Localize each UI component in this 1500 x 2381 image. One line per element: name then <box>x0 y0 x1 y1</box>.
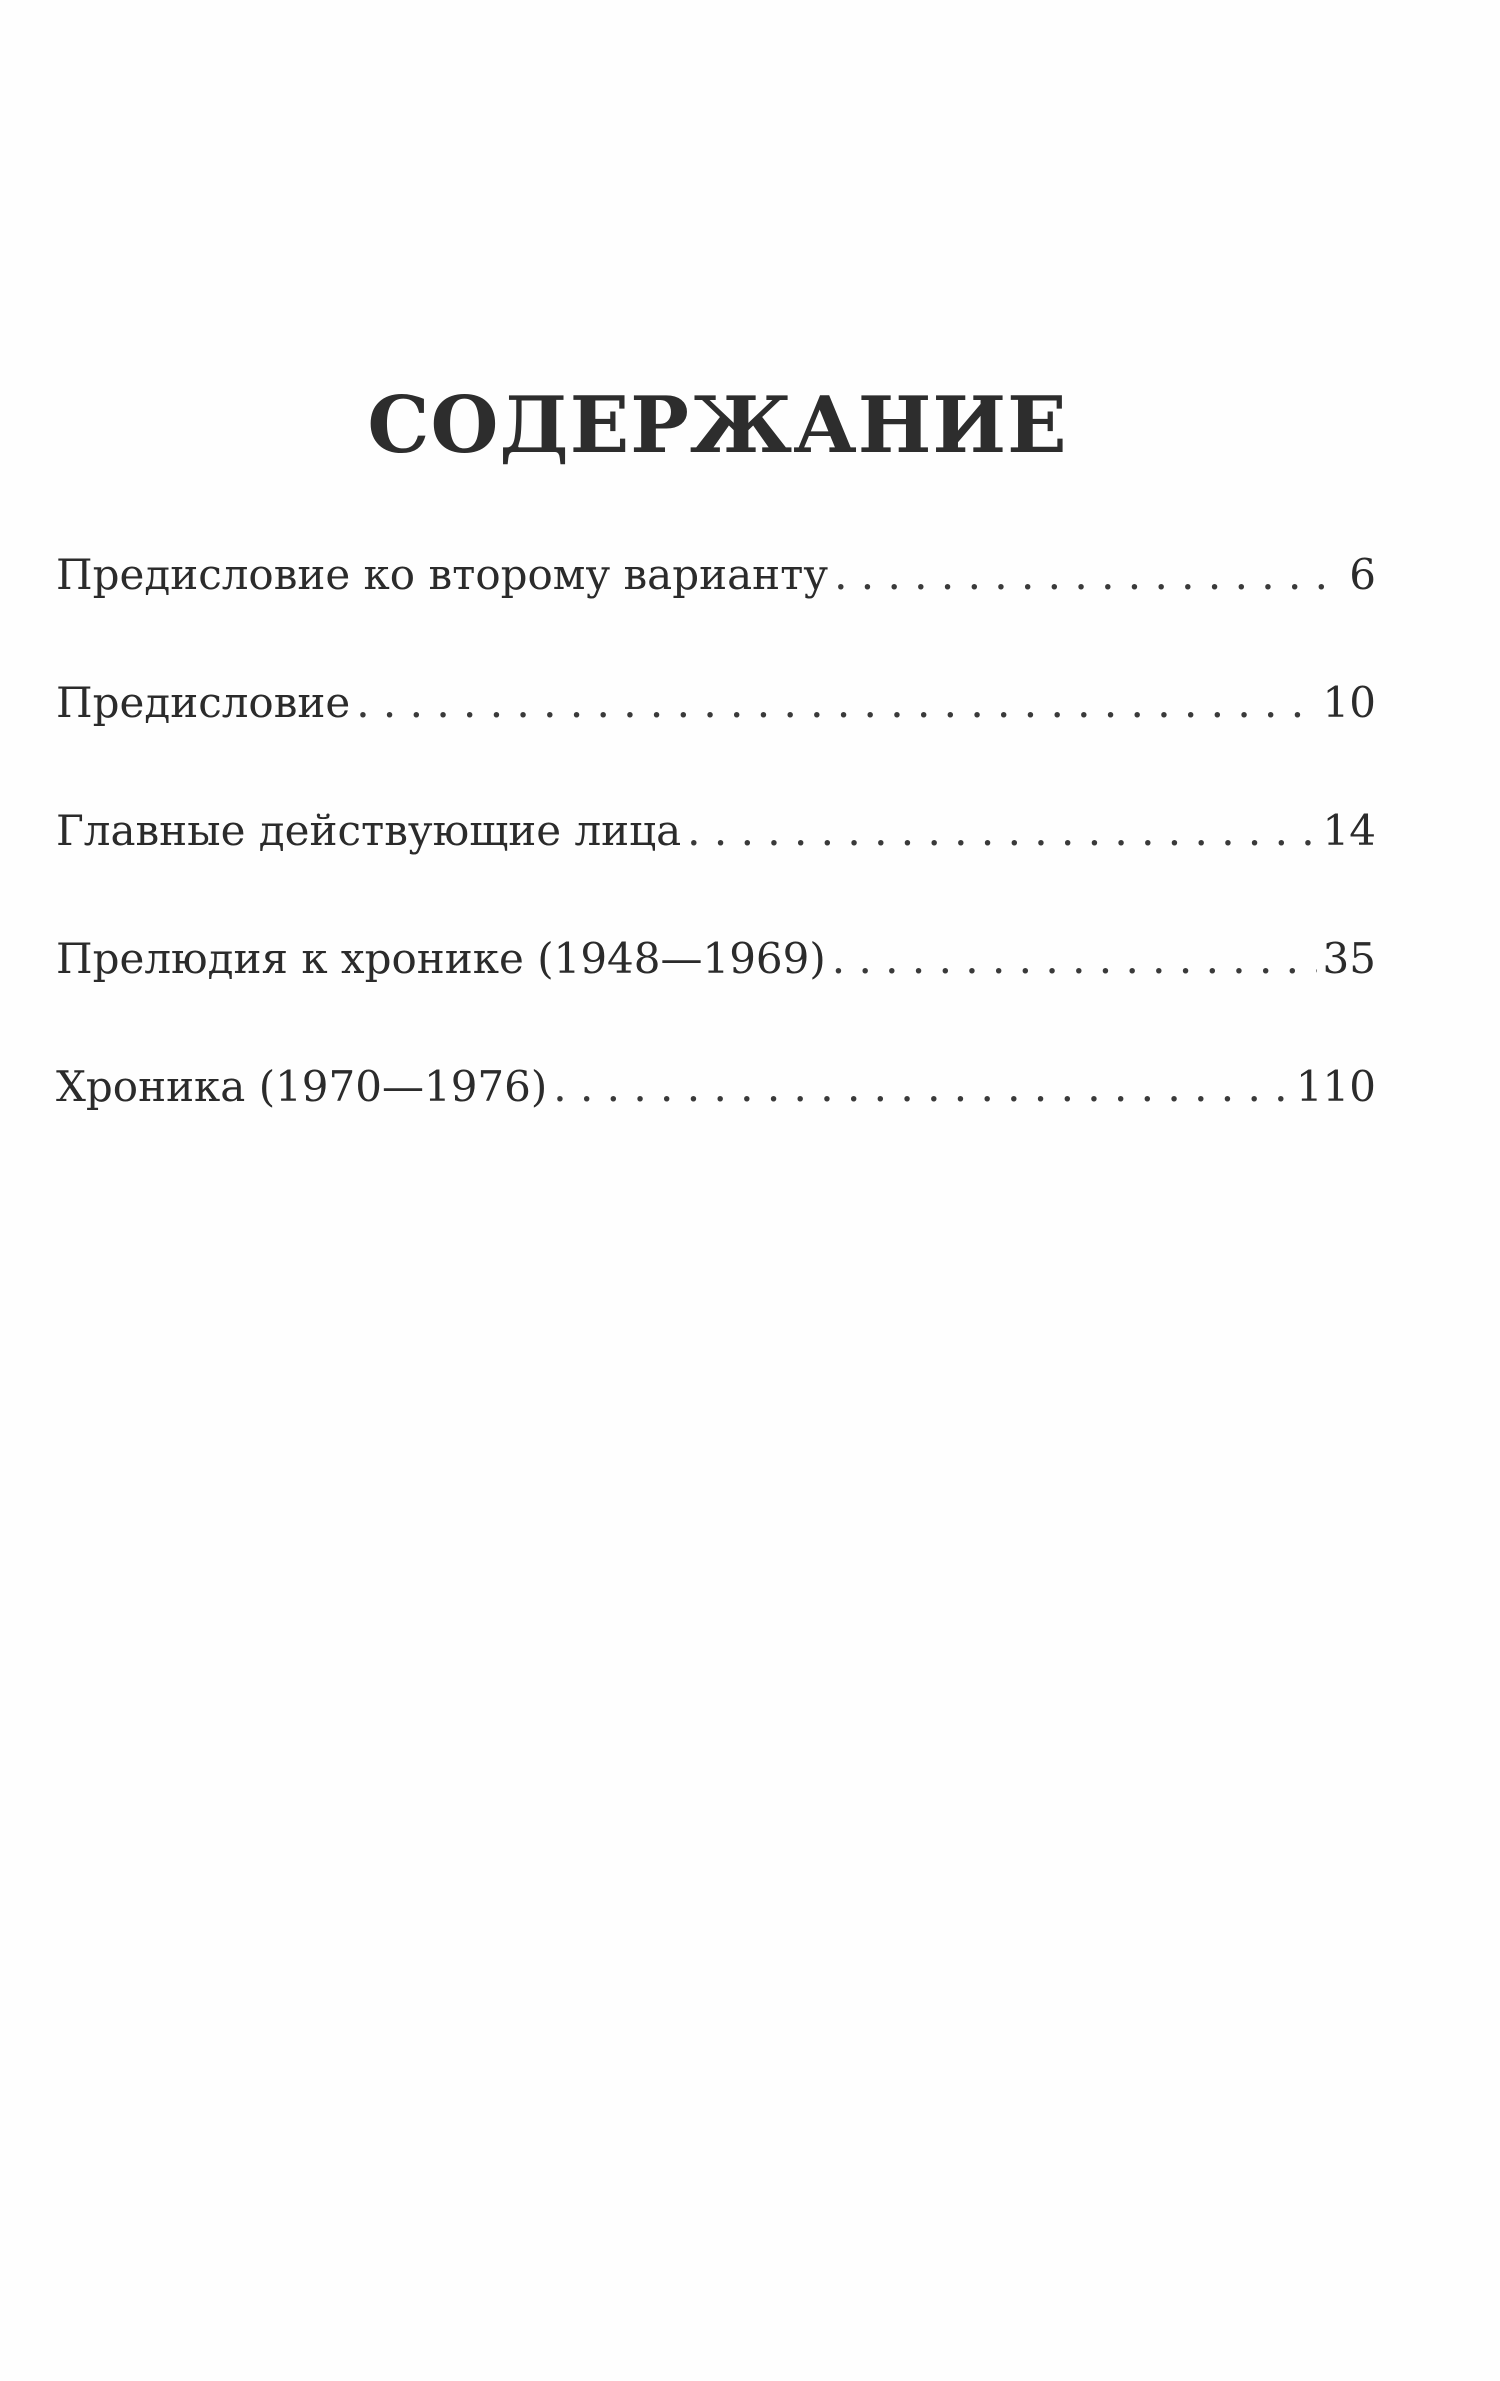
table-of-contents <box>56 550 1376 1190</box>
dot-leader <box>553 1062 1290 1111</box>
dot-leader <box>687 806 1316 855</box>
toc-entry-page-number: 6 <box>1349 550 1376 599</box>
toc-entry-label: Предисловие ко второму варианту <box>56 550 829 599</box>
toc-entry-page-number: 35 <box>1322 934 1376 983</box>
toc-entry-prelude <box>56 934 1376 1062</box>
dot-leader <box>356 678 1316 727</box>
toc-entry-page-number: 10 <box>1322 678 1376 727</box>
toc-entry-label: Хроника (1970—1976) <box>56 1062 548 1111</box>
toc-entry-page-number: 110 <box>1295 1062 1376 1111</box>
dot-leader <box>834 550 1343 599</box>
toc-entry-page-number: 14 <box>1322 806 1376 855</box>
toc-entry-preface <box>56 678 1376 806</box>
dot-leader <box>832 934 1317 983</box>
toc-entry-label: Предисловие <box>56 678 351 727</box>
contents-heading: СОДЕРЖАНИЕ <box>367 380 1068 471</box>
toc-entry-preface-second-version <box>56 550 1376 678</box>
toc-entry-label: Главные действующие лица <box>56 806 682 855</box>
toc-entry-main-characters <box>56 806 1376 934</box>
toc-entry-chronicle <box>56 1062 1376 1190</box>
toc-entry-label: Прелюдия к хронике (1948—1969) <box>56 934 826 983</box>
